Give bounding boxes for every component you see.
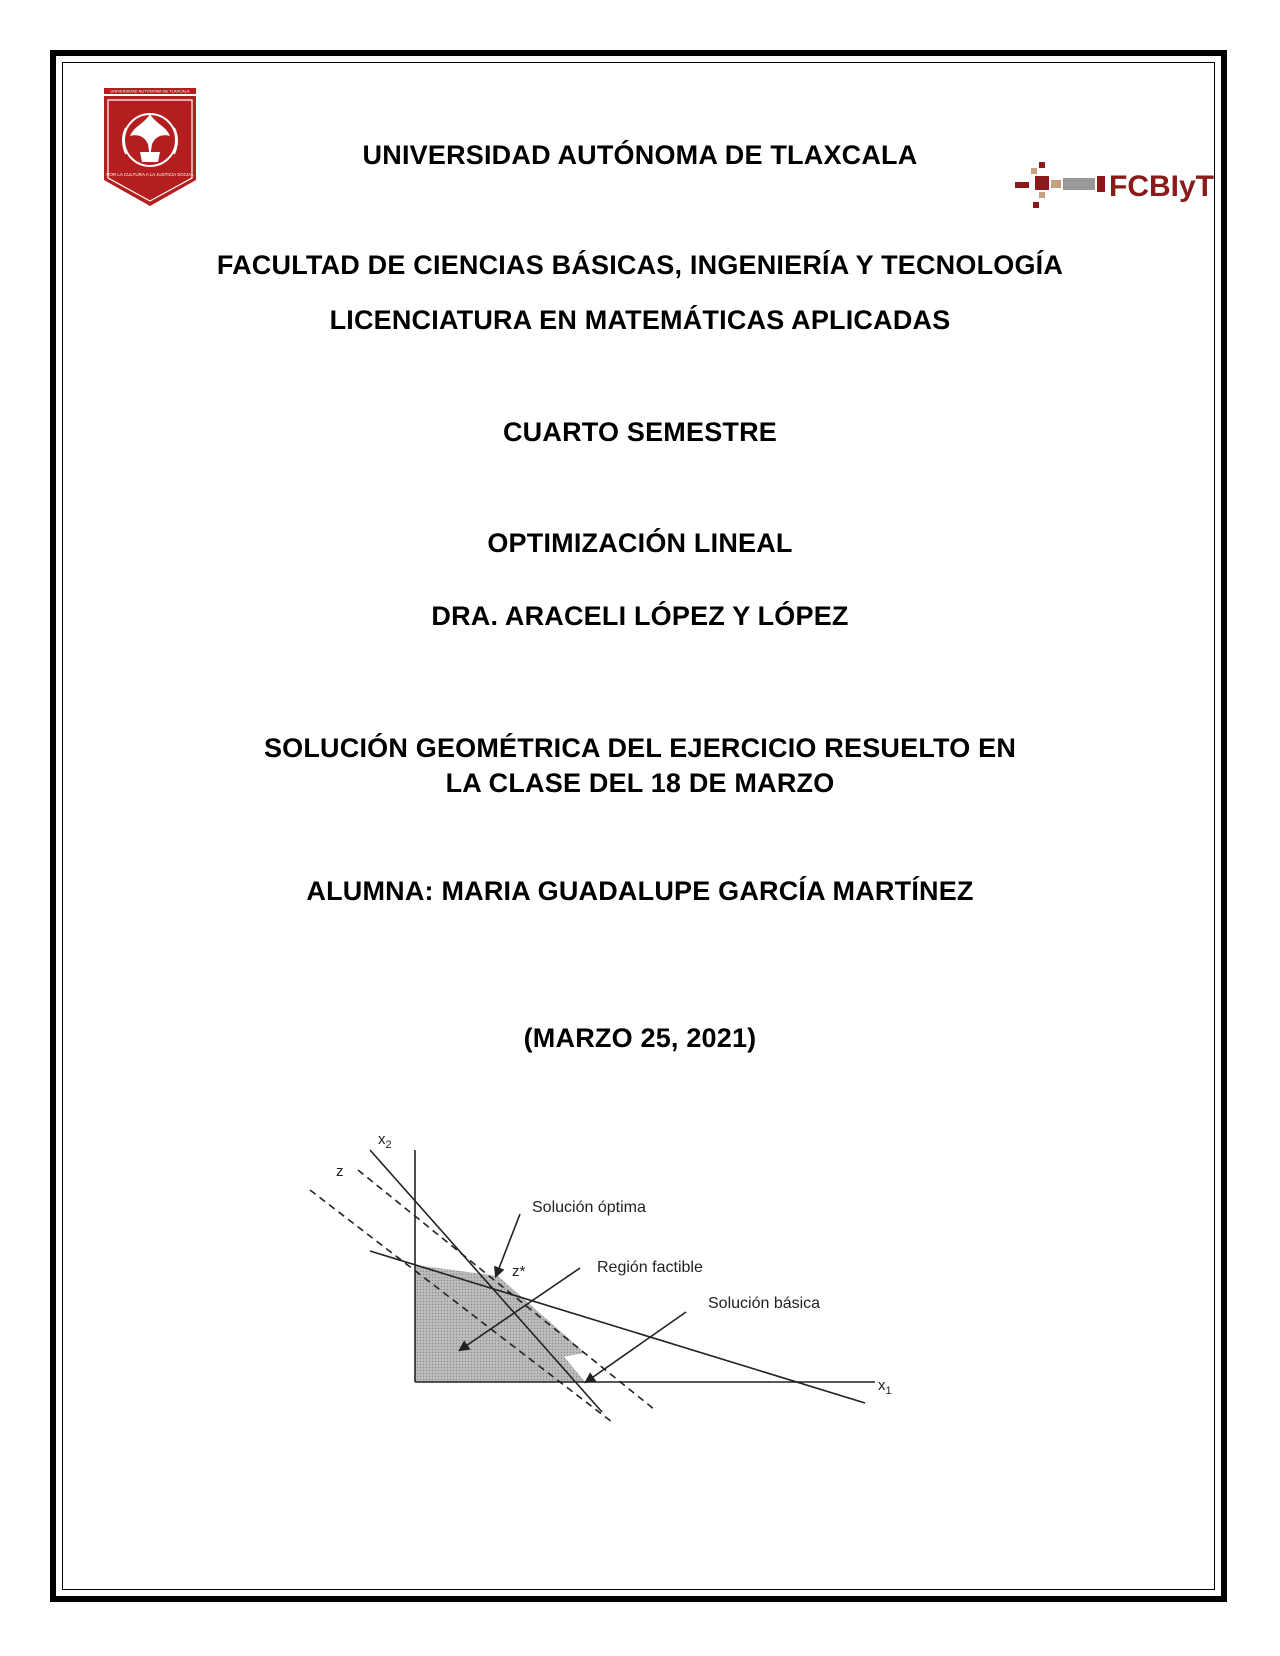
x2-axis-label: $x_2$ bbox=[378, 1131, 392, 1151]
x1-axis-label: $x_1$ bbox=[878, 1377, 892, 1397]
professor-name: DRA. ARACELI LÓPEZ Y LÓPEZ bbox=[431, 601, 849, 631]
university-name: UNIVERSIDAD AUTÓNOMA DE TLAXCALA bbox=[362, 140, 918, 170]
document-title-line-1: SOLUCIÓN GEOMÉTRICA DEL EJERCICIO RESUELTO EN bbox=[263, 733, 1017, 763]
geometric-solution-diagram bbox=[320, 1131, 960, 1480]
student-name: ALUMNA: MARIA GUADALUPE GARCÍA MARTÍNEZ bbox=[306, 876, 974, 906]
semester: CUARTO SEMESTRE bbox=[502, 417, 778, 447]
document-date: (MARZO 25, 2021) bbox=[523, 1023, 757, 1053]
z-label: z bbox=[336, 1163, 344, 1180]
faculty-name: FACULTAD DE CIENCIAS BÁSICAS, INGENIERÍA Y TECNOLOGÍA bbox=[216, 250, 1064, 280]
seal-top-text: UNIVERSIDAD AUTÓNOMA DE TLAXCALA bbox=[110, 88, 190, 94]
seal-motto-text: POR LA CULTURA A LA JUSTICIA SOCIAL bbox=[106, 172, 194, 177]
degree-name: LICENCIATURA EN MATEMÁTICAS APLICADAS bbox=[329, 305, 951, 335]
course-name: OPTIMIZACIÓN LINEAL bbox=[487, 528, 793, 558]
zstar-label: z* bbox=[512, 1263, 526, 1280]
optimal-solution-label: Solución óptima bbox=[532, 1199, 646, 1216]
document-title-line-2: LA CLASE DEL 18 DE MARZO bbox=[445, 768, 835, 798]
fcbiyt-logo-text: FCBIyT bbox=[1109, 170, 1214, 203]
basic-solution-label: Solución básica bbox=[708, 1295, 821, 1312]
feasible-region-label: Región factible bbox=[597, 1259, 703, 1276]
